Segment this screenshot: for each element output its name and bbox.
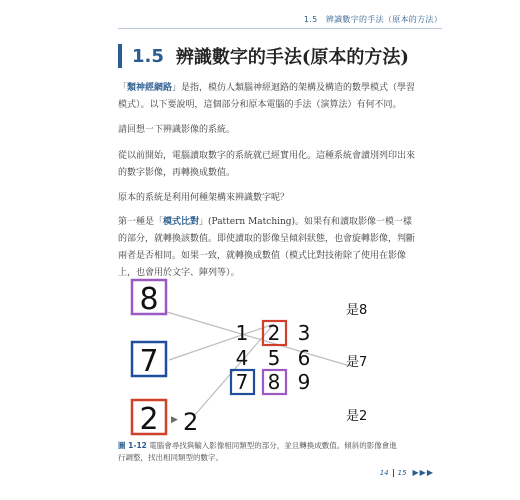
input-box-2	[132, 400, 166, 437]
caption-label: 圖 1-12	[118, 441, 147, 450]
section-title: 辨識數字的手法(原本的方法)	[175, 47, 409, 68]
running-head: 1.5 辨識數字的手法（原本的方法）	[303, 15, 442, 24]
figure-caption	[118, 440, 398, 464]
folio-divider	[393, 469, 394, 477]
result-label-2: 是2	[346, 409, 368, 424]
grid-digit: 4	[235, 346, 249, 370]
page-number-left: 14	[379, 469, 389, 477]
digit-grid	[231, 321, 310, 394]
connector-line-8	[167, 312, 350, 366]
paragraph-1: 「類神經網路」是指，模仿人類腦神經迴路的架構及構造的數學模式（學習模式）。以下要說明，這個部分和原本電腦的手法（演算法）有何不同。	[118, 83, 416, 110]
result-labels	[346, 303, 367, 424]
input-box-8	[132, 280, 166, 317]
grid-digit: 1	[235, 321, 249, 345]
term-neural-network: 類神經網路	[127, 83, 173, 93]
input-digit: 7	[139, 344, 159, 379]
caption-text: 電腦會尋找與輸入影像相同類型的部分，並且轉換成數值。傾斜的影像會進行調整，找出相同類型的數字。	[118, 441, 397, 462]
grid-digit: 6	[297, 346, 311, 370]
header-rule	[118, 28, 442, 29]
grid-digit: 3	[297, 321, 311, 345]
page-number-right: 15	[397, 469, 407, 477]
grid-digit: 2	[267, 321, 281, 345]
result-label-8: 是8	[346, 303, 368, 318]
grid-digit: 9	[297, 370, 311, 394]
grid-digit: 5	[267, 346, 281, 370]
section-heading	[118, 42, 409, 70]
heading-accent-bar	[118, 44, 122, 68]
input-box-7	[132, 342, 166, 379]
paragraph-3: 從以前開始，電腦讀取數字的系統就已經實用化。這種系統會讀別列印出來的數字影像，再轉換成數值。	[118, 151, 416, 178]
input-digit: 8	[139, 282, 159, 317]
term-pattern-matching: 模式比對	[163, 217, 200, 227]
paragraph-5: 第一種是「模式比對」(Pattern Matching)。如果有和讀取影像一模一樣的部分，就轉換該數值。即使讀取的影像呈傾斜狀態，也會旋轉影像，判斷兩者是否相同。如果一致，就轉換成數值（模式比對技術除了使用在影像上，也會用於文字、陣列等）。	[118, 217, 416, 278]
inline-digit: 2	[183, 408, 199, 436]
grid-digit: 7	[235, 370, 249, 394]
figure-pattern-matching	[118, 278, 458, 438]
page-folio	[380, 468, 434, 477]
section-number: 1.5	[132, 45, 164, 67]
result-label-7: 是7	[346, 355, 368, 370]
input-digit: 2	[139, 402, 159, 437]
paragraph-2: 請回想一下辨識影像的系統。	[118, 125, 236, 135]
paragraph-4: 原本的系統是利用何種架構來辨識數字呢？	[118, 193, 290, 203]
grid-digit: 8	[267, 370, 281, 394]
arrows-icon: ▶▶▶	[412, 468, 434, 477]
arrow-icon: ▶	[171, 415, 178, 425]
